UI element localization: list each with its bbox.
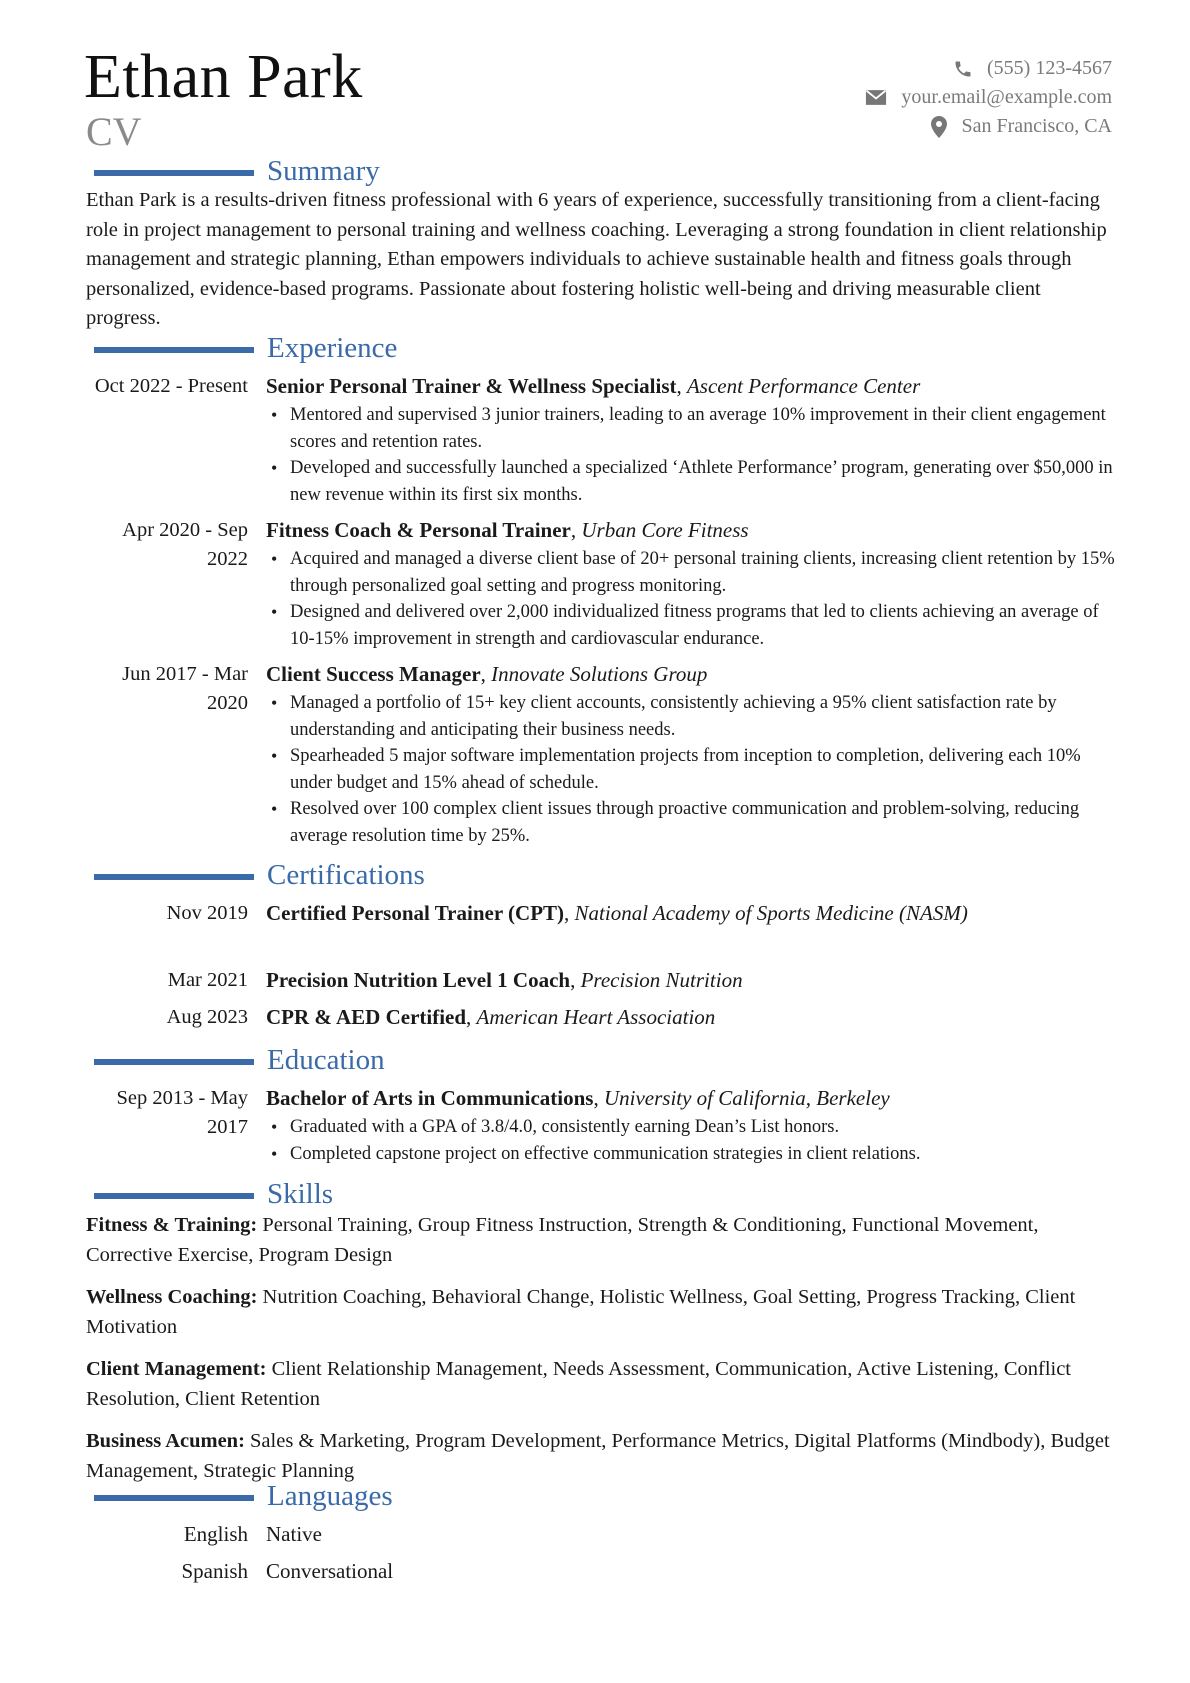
entry-body — [266, 966, 1116, 995]
phone-icon — [953, 59, 973, 79]
bullet-item: • Spearheaded 5 major software implementation projects from inception to completion, delivering each 10% under budget and 15% ahead of schedule. — [266, 743, 1116, 796]
bullet-item: • Mentored and supervised 3 junior trainers, leading to an average 10% improvement in their client engagement scores and retention rates. — [266, 402, 1116, 455]
entry-body — [266, 899, 1116, 928]
entry-bullets — [266, 1114, 1116, 1167]
entry-role: Senior Personal Trainer & Wellness Specialist — [266, 374, 677, 398]
skill-group — [86, 1283, 1116, 1342]
bullet-item: • Resolved over 100 complex client issues through proactive communication and problem-solving, reducing average resolution time by 25%. — [266, 796, 1116, 849]
skill-group — [86, 1211, 1116, 1270]
entry-heading: Bachelor of Arts in Communications, University of California, Berkeley — [266, 1086, 890, 1110]
entry-bullets — [266, 546, 1116, 652]
entry-date: Aug 2023 — [166, 1006, 248, 1028]
certifications-heading — [94, 855, 425, 895]
entry-org: Innovate Solutions Group — [491, 662, 708, 686]
entry-date: Mar 2021 — [167, 969, 248, 991]
language-name: Spanish — [181, 1559, 248, 1583]
languages-heading — [94, 1476, 393, 1516]
entry-body — [266, 516, 1116, 652]
section-bar — [94, 1193, 254, 1199]
skills-heading — [94, 1174, 333, 1214]
contact-block — [865, 54, 1112, 141]
bullet-item: • Acquired and managed a diverse client base of 20+ personal training clients, increasing client retention by 15% through personalized goal setting and progress monitoring. — [266, 546, 1116, 599]
entry-date: Oct 2022 - Present — [94, 375, 248, 397]
entry-date: Nov 2019 — [166, 902, 248, 924]
skills-title: Skills — [267, 1177, 334, 1210]
summary-heading — [94, 151, 380, 191]
certification-name: CPR & AED Certified — [266, 1005, 467, 1029]
skill-items: Personal Training, Group Fitness Instruction, Strength & Conditioning, Functional Movement, Corrective Exercise, Program Design — [86, 1214, 1039, 1266]
certification-name: Certified Personal Trainer (CPT) — [266, 901, 565, 925]
envelope-icon — [865, 89, 887, 106]
experience-title: Experience — [267, 331, 398, 364]
entry-date: Sep 2013 - May 2017 — [116, 1087, 248, 1138]
section-bar — [94, 347, 254, 353]
summary-title: Summary — [267, 154, 380, 187]
entry-heading: Certified Personal Trainer (CPT), National Academy of Sports Medicine (NASM) — [266, 901, 968, 925]
language-row — [86, 1516, 686, 1553]
entry-date: Apr 2020 - Sep 2022 — [122, 519, 248, 570]
skill-category: Wellness Coaching: — [86, 1286, 258, 1308]
contact-location — [865, 112, 1112, 141]
skill-category: Fitness & Training: — [86, 1214, 258, 1236]
entry-bullets — [266, 690, 1116, 849]
degree-name: Bachelor of Arts in Communications — [266, 1086, 594, 1110]
education-heading — [94, 1040, 385, 1080]
map-pin-icon — [931, 116, 947, 138]
section-bar — [94, 874, 254, 880]
email-link[interactable]: your.email@example.com — [901, 86, 1112, 108]
language-row — [86, 1553, 686, 1590]
entry-heading: Fitness Coach & Personal Trainer, Urban Core Fitness — [266, 518, 749, 542]
section-bar — [94, 170, 254, 176]
languages-list — [86, 1516, 686, 1590]
entry-date: Jun 2017 - Mar 2020 — [122, 663, 248, 714]
entry-role: Fitness Coach & Personal Trainer — [266, 518, 571, 542]
education-title: Education — [267, 1043, 385, 1076]
certification-name: Precision Nutrition Level 1 Coach — [266, 968, 571, 992]
certification-org: Precision Nutrition — [580, 968, 743, 992]
skills-list — [86, 1211, 1116, 1499]
location-text: San Francisco, CA — [961, 115, 1112, 137]
skill-category: Client Management: — [86, 1358, 267, 1380]
entry-heading: Precision Nutrition Level 1 Coach, Precision Nutrition — [266, 968, 743, 992]
skill-items: Sales & Marketing, Program Development, Performance Metrics, Digital Platforms (Mindbody), Budget Management, Strategic Planning — [86, 1430, 1110, 1482]
language-level: Conversational — [266, 1559, 394, 1583]
certification-org: American Heart Association — [476, 1005, 716, 1029]
summary-text: Ethan Park is a results-driven fitness professional with 6 years of experience, successfully transitioning from a client-facing role in project management to personal training and wellness coaching. Leveraging a strong foundation in client relationship management and strategic planning, Ethan empowers individuals to achieve sustainable health and fitness goals through personalized, evidence-based programs. Passionate about fostering holistic well-being and driving measurable client progress. — [86, 189, 1107, 329]
bullet-item: • Developed and successfully launched a specialized ‘Athlete Performance’ program, generating over $50,000 in new revenue within its first six months. — [266, 455, 1116, 508]
entry-heading: Client Success Manager, Innovate Solutions Group — [266, 662, 708, 686]
bullet-item: • Managed a portfolio of 15+ key client accounts, consistently achieving a 95% client satisfaction rate by understanding and anticipating their business needs. — [266, 690, 1116, 743]
bullet-item: • Graduated with a GPA of 3.8/4.0, consistently earning Dean’s List honors. — [266, 1114, 1116, 1141]
skill-items: Client Relationship Management, Needs Assessment, Communication, Active Listening, Conflict Resolution, Client Retention — [86, 1358, 1071, 1410]
school-name: University of California, Berkeley — [603, 1086, 890, 1110]
entry-org: Ascent Performance Center — [686, 374, 921, 398]
entry-body — [266, 660, 1116, 849]
entry-body — [266, 1084, 1116, 1167]
entry-heading: CPR & AED Certified, American Heart Association — [266, 1005, 716, 1029]
language-level: Native — [266, 1522, 322, 1546]
contact-phone — [865, 54, 1112, 83]
entry-body — [266, 372, 1116, 508]
skill-category: Business Acumen: — [86, 1430, 245, 1452]
experience-heading — [94, 328, 397, 368]
section-bar — [94, 1495, 254, 1501]
skill-items: Nutrition Coaching, Behavioral Change, Holistic Wellness, Goal Setting, Progress Tracking, Client Motivation — [86, 1286, 1076, 1338]
bullet-item: • Completed capstone project on effective communication strategies in client relations. — [266, 1141, 1116, 1168]
languages-title: Languages — [267, 1479, 393, 1512]
phone-text[interactable]: (555) 123-4567 — [987, 57, 1112, 79]
section-bar — [94, 1059, 254, 1065]
bullet-item: • Designed and delivered over 2,000 individualized fitness programs that led to clients achieving an average of 10-15% improvement in strength and cardiovascular endurance. — [266, 599, 1116, 652]
certifications-title: Certifications — [267, 858, 425, 891]
entry-body — [266, 1003, 1116, 1032]
document-subtitle: CV — [86, 109, 142, 154]
contact-email — [865, 83, 1112, 112]
certification-org: National Academy of Sports Medicine (NASM) — [574, 901, 968, 925]
skill-group — [86, 1355, 1116, 1414]
entry-role: Client Success Manager — [266, 662, 481, 686]
entry-bullets — [266, 402, 1116, 508]
entry-heading: Senior Personal Trainer & Wellness Specialist, Ascent Performance Center — [266, 374, 921, 398]
entry-org: Urban Core Fitness — [581, 518, 749, 542]
language-name: English — [183, 1522, 248, 1546]
person-name: Ethan Park — [84, 43, 363, 111]
